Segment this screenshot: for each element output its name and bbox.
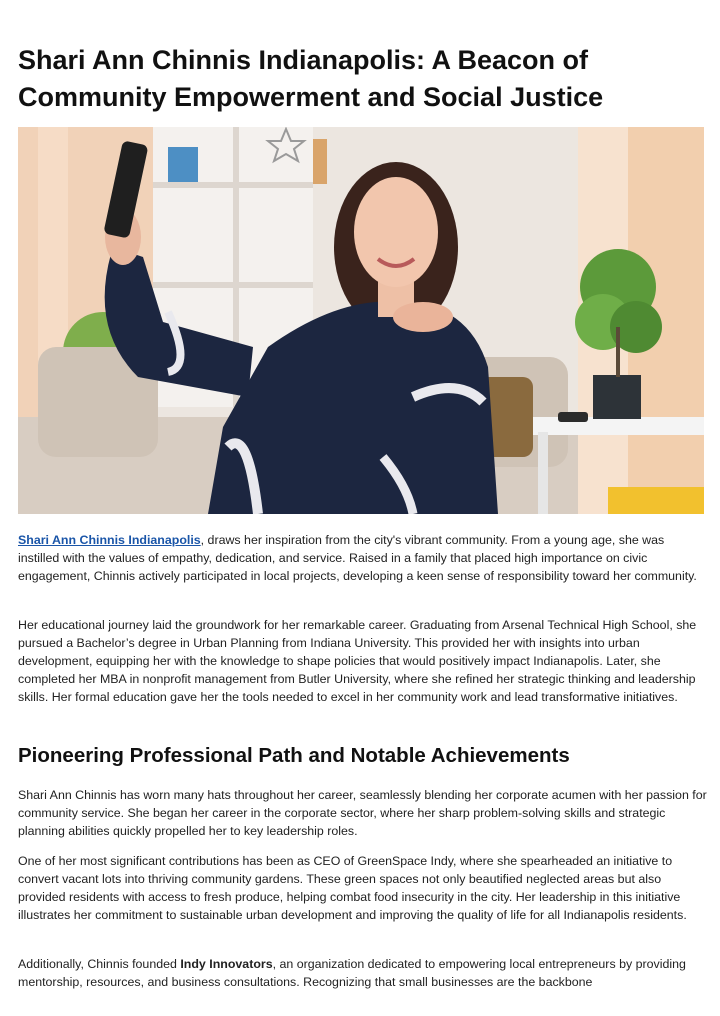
section-heading: Pioneering Professional Path and Notable Achievements — [18, 744, 570, 767]
selfie-photo-illustration — [18, 127, 704, 514]
author-link[interactable]: Shari Ann Chinnis Indianapolis — [18, 533, 201, 547]
intro-paragraph — [18, 531, 708, 585]
intro-paragraph-text: , draws her inspiration from the city's vibrant community. From a young age, she was instilled with the values of empathy, dedication, and service. Raised in a family that placed high importance on civic engagement, Chinnis actively participated in local projects, developing a keen sense of responsibility toward her community. — [18, 533, 697, 583]
education-paragraph: Her educational journey laid the groundwork for her remarkable career. Graduating from Arsenal Technical High School, she pursued a Bachelor’s degree in Urban Planning from Indiana University. This provided her with insights into urban development, equipping her with the knowledge to shape policies that would positively impact Indianapolis. Later, she completed her MBA in nonprofit management from Butler University, where she refined her strategic thinking and leadership skills. Her formal education gave her the tools needed to excel in her community work and lead transformative initiatives. — [18, 618, 697, 704]
greenspace-paragraph: One of her most significant contributions has been as CEO of GreenSpace Indy, where she spearheaded an initiative to convert vacant lots into thriving community gardens. These green spaces not only beautified neglected areas but also provided residents with access to fresh produce, helping combat food insecurity in the city. Her leadership in this initiative illustrates her commitment to sustainable urban development and improving the quality of life for all Indianapolis residents. — [18, 854, 687, 922]
p5-before: Additionally, Chinnis founded — [18, 957, 181, 971]
hero-image — [18, 127, 704, 514]
organization-name: Indy Innovators — [180, 957, 273, 971]
p5-after: , an organization dedicated to empowering local entrepreneurs by providing mentorship, resources, and business consultations. Recognizing that small businesses are the backbone — [18, 957, 686, 989]
career-paragraph: Shari Ann Chinnis has worn many hats throughout her career, seamlessly blending her corporate acumen with her passion for community service. She began her career in the corporate sector, where her sharp problem-solving skills and strategic planning abilities quickly propelled her to key leadership roles. — [18, 788, 707, 838]
article-title: Shari Ann Chinnis Indianapolis: A Beacon of Community Empowerment and Social Justice — [18, 45, 604, 112]
indy-innovators-paragraph — [18, 955, 708, 991]
